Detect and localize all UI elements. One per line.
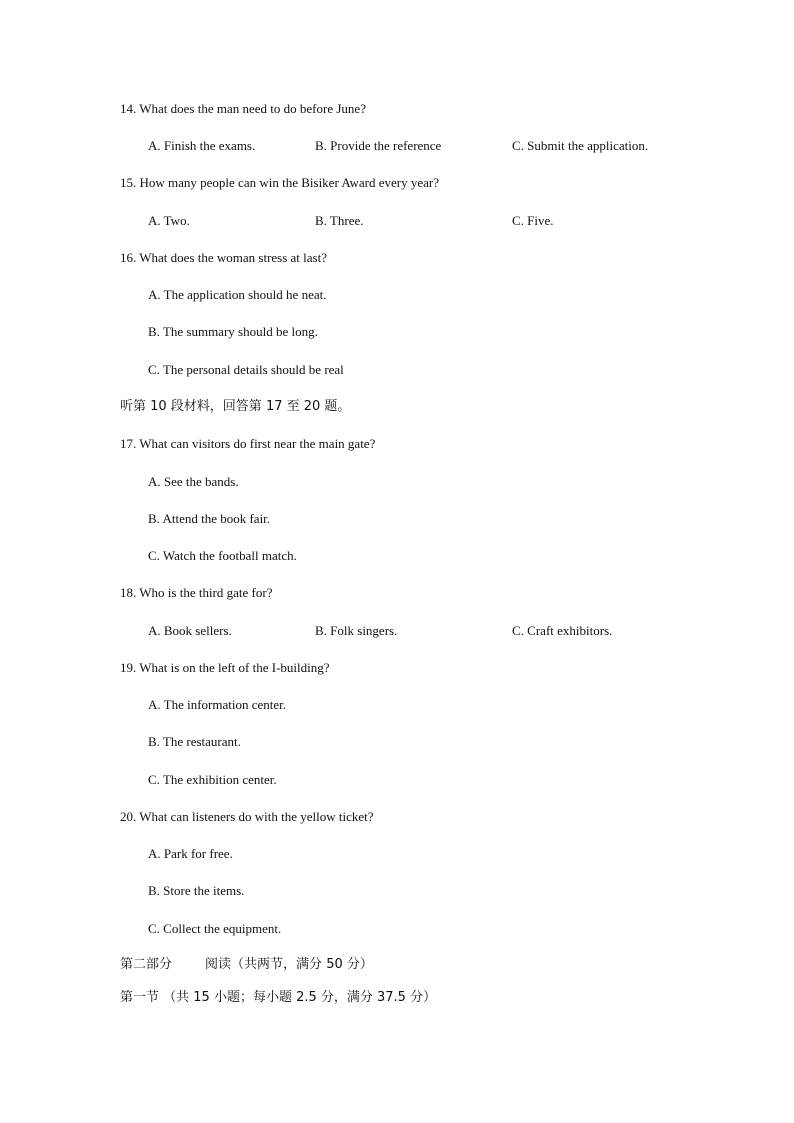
part-2-heading: 第二部分 阅读（共两节，满分 50 分） bbox=[120, 957, 373, 972]
question-16: 16. What does the woman stress at last? bbox=[120, 250, 327, 265]
q15-option-c: C. Five. bbox=[512, 213, 554, 228]
q19-option-c: C. The exhibition center. bbox=[148, 772, 277, 787]
q14-option-c: C. Submit the application. bbox=[512, 138, 649, 153]
section-1-heading: 第一节 （共 15 小题；每小题 2.5 分，满分 37.5 分） bbox=[120, 990, 437, 1005]
section-10-intro: 听第 10 段材料，回答第 17 至 20 题。 bbox=[120, 399, 351, 414]
q16-option-b: B. The summary should be long. bbox=[148, 324, 318, 339]
q18-option-c: C. Craft exhibitors. bbox=[512, 623, 613, 638]
q14-option-a: A. Finish the exams. bbox=[148, 138, 256, 153]
q14-option-b: B. Provide the reference bbox=[315, 138, 442, 153]
question-18: 18. Who is the third gate for? bbox=[120, 585, 273, 600]
q15-option-b: B. Three. bbox=[315, 213, 364, 228]
question-15: 15. How many people can win the Bisiker Award every year? bbox=[120, 175, 440, 190]
q19-option-a: A. The information center. bbox=[148, 697, 287, 712]
q16-option-a: A. The application should he neat. bbox=[148, 287, 327, 302]
q17-option-b: B. Attend the book fair. bbox=[148, 511, 271, 526]
question-14: 14. What does the man need to do before June? bbox=[120, 101, 366, 116]
q20-option-c: C. Collect the equipment. bbox=[148, 921, 282, 936]
q19-option-b: B. The restaurant. bbox=[148, 734, 241, 749]
q20-option-a: A. Park for free. bbox=[148, 846, 233, 861]
question-19: 19. What is on the left of the I-building? bbox=[120, 660, 330, 675]
q20-option-b: B. Store the items. bbox=[148, 883, 245, 898]
q18-option-a: A. Book sellers. bbox=[148, 623, 232, 638]
q17-option-c: C. Watch the football match. bbox=[148, 548, 297, 563]
question-20: 20. What can listeners do with the yellow ticket? bbox=[120, 809, 374, 824]
q18-option-b: B. Folk singers. bbox=[315, 623, 398, 638]
q17-option-a: A. See the bands. bbox=[148, 474, 239, 489]
q16-option-c: C. The personal details should be real bbox=[148, 362, 344, 377]
question-17: 17. What can visitors do first near the main gate? bbox=[120, 436, 376, 451]
q15-option-a: A. Two. bbox=[148, 213, 190, 228]
